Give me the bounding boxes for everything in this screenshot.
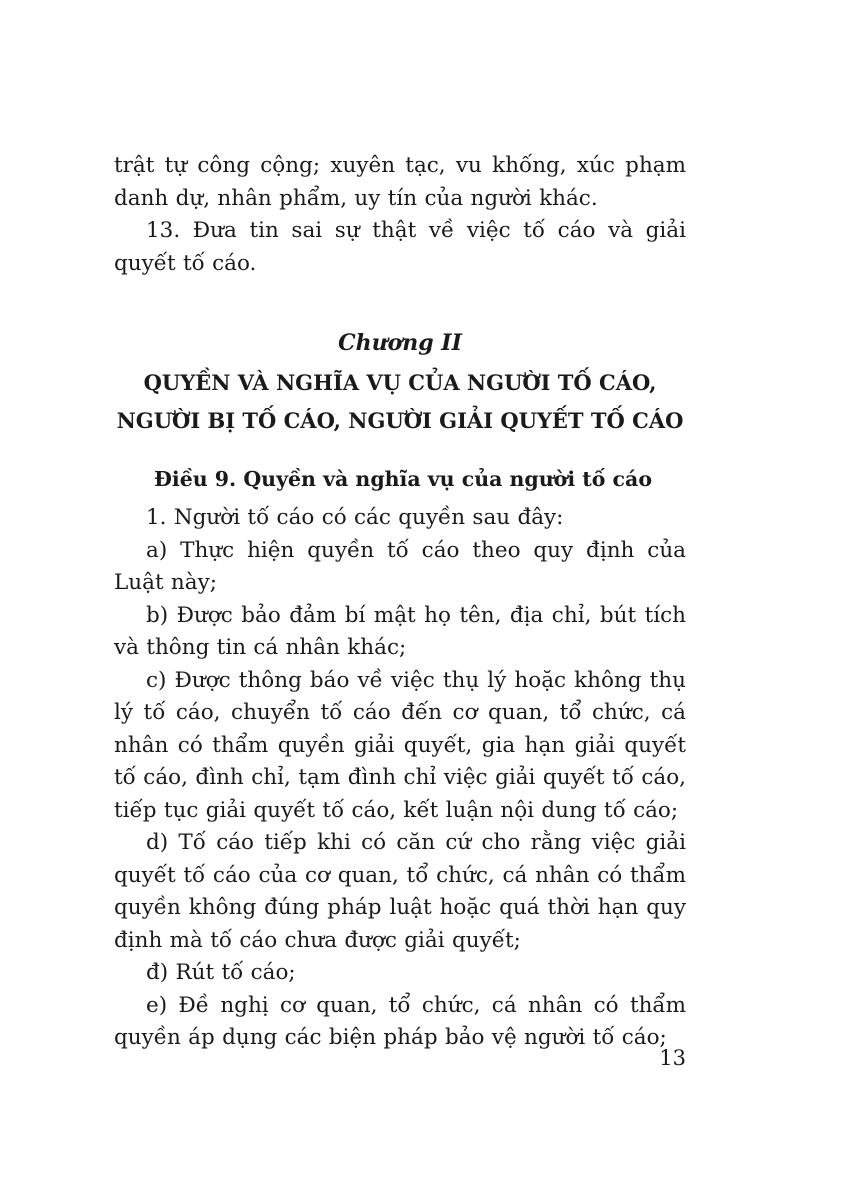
article-paragraph-dd: đ) Rút tố cáo;: [146, 960, 296, 985]
page-number: 13: [659, 1046, 686, 1070]
chapter-label: Chương II: [338, 330, 462, 356]
chapter-title-line-1: QUYỀN VÀ NGHĨA VỤ CỦA NGƯỜI TỐ CÁO,: [143, 370, 657, 395]
article-paragraph-e: e) Đề nghị cơ quan, tổ chức, cá nhân có thẩm quyền áp dụng các biện pháp bảo vệ người tố cáo;: [114, 992, 686, 1050]
article-paragraph-d: d) Tố cáo tiếp khi có căn cứ cho rằng việc giải quyết tố cáo của cơ quan, tổ chức, cá nhân có thẩm quyền không đúng pháp luật hoặc quá thời hạn quy định mà tố cáo chưa được giải quyết;: [114, 830, 686, 953]
article-paragraph-1: 1. Người tố cáo có các quyền sau đây:: [146, 505, 564, 530]
paragraph-continuation: trật tự công cộng; xuyên tạc, vu khống, xúc phạm danh dự, nhân phẩm, uy tín của người khác.: [114, 153, 686, 211]
document-page: [114, 150, 686, 1055]
article-paragraph-b: b) Được bảo đảm bí mật họ tên, địa chỉ, bút tích và thông tin cá nhân khác;: [114, 602, 686, 660]
chapter-title-line-2: NGƯỜI BỊ TỐ CÁO, NGƯỜI GIẢI QUYẾT TỐ CÁO: [116, 408, 684, 433]
article-paragraph-c: c) Được thông báo về việc thụ lý hoặc không thụ lý tố cáo, chuyển tố cáo đến cơ quan, tổ chức, cá nhân có thẩm quyền giải quyết, gia hạn giải quyết tố cáo, đình chỉ, tạm đình chỉ việc giải quyết tố cáo, tiếp tục giải quyết tố cáo, kết luận nội dung tố cáo;: [114, 667, 686, 823]
article-paragraph-a: a) Thực hiện quyền tố cáo theo quy định của Luật này;: [114, 537, 686, 595]
paragraph-item-13: 13. Đưa tin sai sự thật về việc tố cáo và giải quyết tố cáo.: [114, 218, 686, 276]
article-title: Điều 9. Quyền và nghĩa vụ của người tố cáo: [154, 467, 652, 491]
